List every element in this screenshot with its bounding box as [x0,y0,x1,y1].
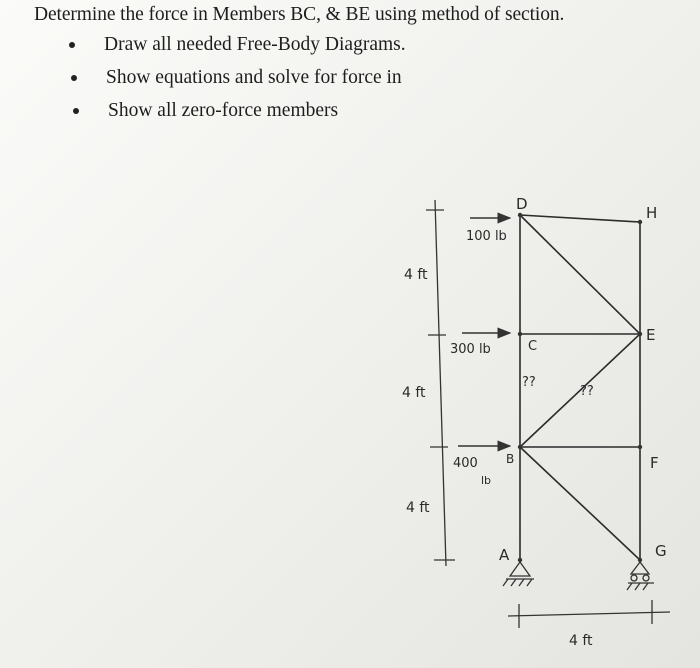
instruction-item: Draw all needed Free-Body Diagrams. [104,34,406,56]
load-label-top: 100 lb [466,229,507,244]
unknown-label-be: ?? [580,384,594,399]
node-label-a: A [499,546,510,564]
node-label-d: D [516,195,528,213]
unknown-label-bc: ?? [522,375,536,390]
dimension-label-width: 4 ft [569,633,593,649]
node-label-c: C [528,339,538,354]
dimension-label-panel-1: 4 ft [404,267,428,283]
member-dh [520,215,640,222]
dimension-label-panel-3: 4 ft [406,500,430,516]
unknown-labels [522,375,594,399]
node-label-h: H [646,204,658,222]
dimension-line-bottom [508,600,670,628]
member-de [520,215,640,334]
node-label-g: G [655,542,667,560]
member-bg [520,447,640,560]
dimension-labels [402,267,593,649]
load-arrows [458,218,510,446]
dimension-label-panel-2: 4 ft [402,385,426,401]
load-label-bottom-num: 400 [453,456,478,471]
node-label-f: F [650,454,659,472]
support-g [627,562,654,590]
support-a [503,562,534,586]
instruction-item: Show all zero-force members [108,100,338,122]
instruction-item: Show equations and solve for force in [106,67,402,89]
problem-heading: Determine the force in Members BC, & BE using method of section. [34,4,565,25]
node-label-e: E [646,326,656,344]
dimension-line-left [426,200,455,566]
load-labels [450,229,507,487]
load-label-middle: 300 lb [450,342,491,357]
load-label-bottom-unit: lb [481,474,492,487]
node-label-b: B [506,452,515,466]
